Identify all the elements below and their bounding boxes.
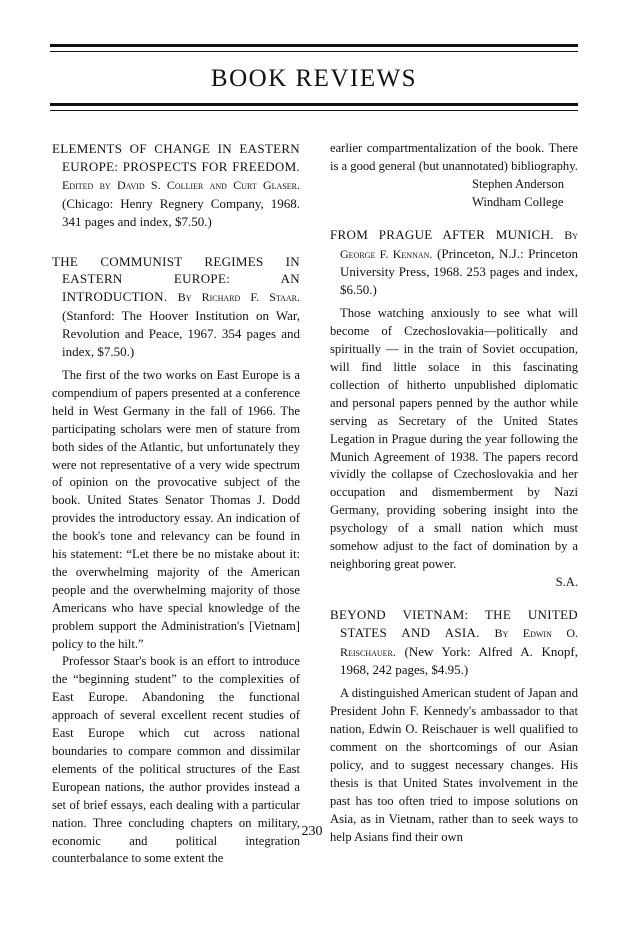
review-title: THE COMMUNIST REGIMES IN EASTERN EUROPE: AN INTRODUCTION. (52, 253, 300, 305)
review-title: FROM PRAGUE AFTER MUNICH. (330, 226, 554, 242)
review-heading (330, 226, 578, 300)
review-paragraph: Professor Staar's book is an effort to introduce the “beginning student” to the complexities of East Europe. Abandoning the functional approach of several excellent recent studies of East Europe which cut across national boundaries to compare common and dissimilar elements of the political structures of the East European nations, the author provides instead a set of brief essays, each dealing with a particular nation. Three concluding chapters on military, economic and political integration counterbalance to some extent the (52, 654, 300, 866)
review-author: By George F. Kennan. (340, 227, 578, 261)
left-column (52, 140, 300, 868)
review-author: By Edwin O. Reischauer. (340, 625, 579, 659)
review-publication: (New York: Alfred A. Knopf, 1968, 242 pages, $4.95.) (340, 643, 579, 678)
review-paragraph: A distinguished American student of Japan and President John F. Kennedy's ambassador to that nation, Edwin O. Reischauer is well qualified to comment on the shortcomings of our Asian policy, and to suggest necessary changes. His thesis is that United States involvement in the past has too often tried to impose solutions on Asia, as in Vietnam, rather than to seek ways to help Asians find their own (330, 686, 578, 844)
header-rule-thin (50, 110, 578, 111)
top-rule-thin (50, 51, 578, 52)
review-heading (52, 140, 300, 231)
review-publication: (Stanford: The Hoover Institution on War, Revolution and Peace, 1967. 354 pages and index, $7.50.) (62, 308, 300, 360)
review-publication: (Princeton, N.J.: Princeton University Press, 1968. 253 pages and index, $6.50.) (340, 245, 578, 298)
review-continuation: earlier compartmentalization of the book. There is a good general (but unannotated) bibliography. (330, 141, 578, 173)
page-title: BOOK REVIEWS (210, 65, 418, 92)
top-rule-thick (50, 44, 578, 47)
review-author: By Richard F. Staar. (177, 290, 301, 305)
review-publication: (Chicago: Henry Regnery Company, 1968. 341 pages and index, $7.50.) (62, 195, 300, 229)
page-number: 230 (301, 824, 323, 839)
review-paragraph: Those watching anxiously to see what will become of Czechoslovakia—politically and spiritually — in the train of Soviet occupation, will find little solace in this fascinating collection of hitherto unpublished diplomatic and personal papers penned by the author while serving as Secretary of the United States Legation in Prague during the year following the Munich Agreement of 1938. The papers record vividly the collapse of Czechoslovakia and her occupation and dismemberment by Nazi Germany, providing sobering insight into the psychology of a small nation which must somehow adjust to the fact of domination by a neighboring great power. (330, 306, 578, 571)
reviewer-initials: S.A. (555, 574, 578, 589)
review-title: ELEMENTS OF CHANGE IN EASTERN EUROPE: PROSPECTS FOR FREEDOM. (52, 141, 300, 174)
review-heading (330, 606, 578, 680)
reviewer-affiliation: Windham College (472, 194, 564, 209)
right-column (330, 140, 578, 847)
header-rule-thick (50, 103, 578, 106)
review-paragraph: The first of the two works on East Europe is a compendium of papers presented at a conference held in West Germany in the fall of 1966. The participating scholars were men of stature from both sides of the Atlantic, but unfortunately they were not representative of a very wide spectrum of opinion on the provocative subject of the book. United States Senator Thomas J. Dodd provides the introductory essay. An indication of the book's tone and relevancy can be found in his statement: “Let there be no mistake about it: the overwhelming majority of the American people and the overwhelming majority of those Americans who have special knowledge of the problem support the Administration's [Vietnam] policy to the hilt.” (52, 367, 300, 651)
review-heading (52, 253, 300, 361)
review-title: BEYOND VIETNAM: THE UNITED STATES AND ASIA. (330, 606, 578, 640)
reviewer-name: Stephen Anderson (472, 176, 564, 191)
review-editors: Edited by David S. Collier and Curt Glaser. (62, 177, 300, 192)
